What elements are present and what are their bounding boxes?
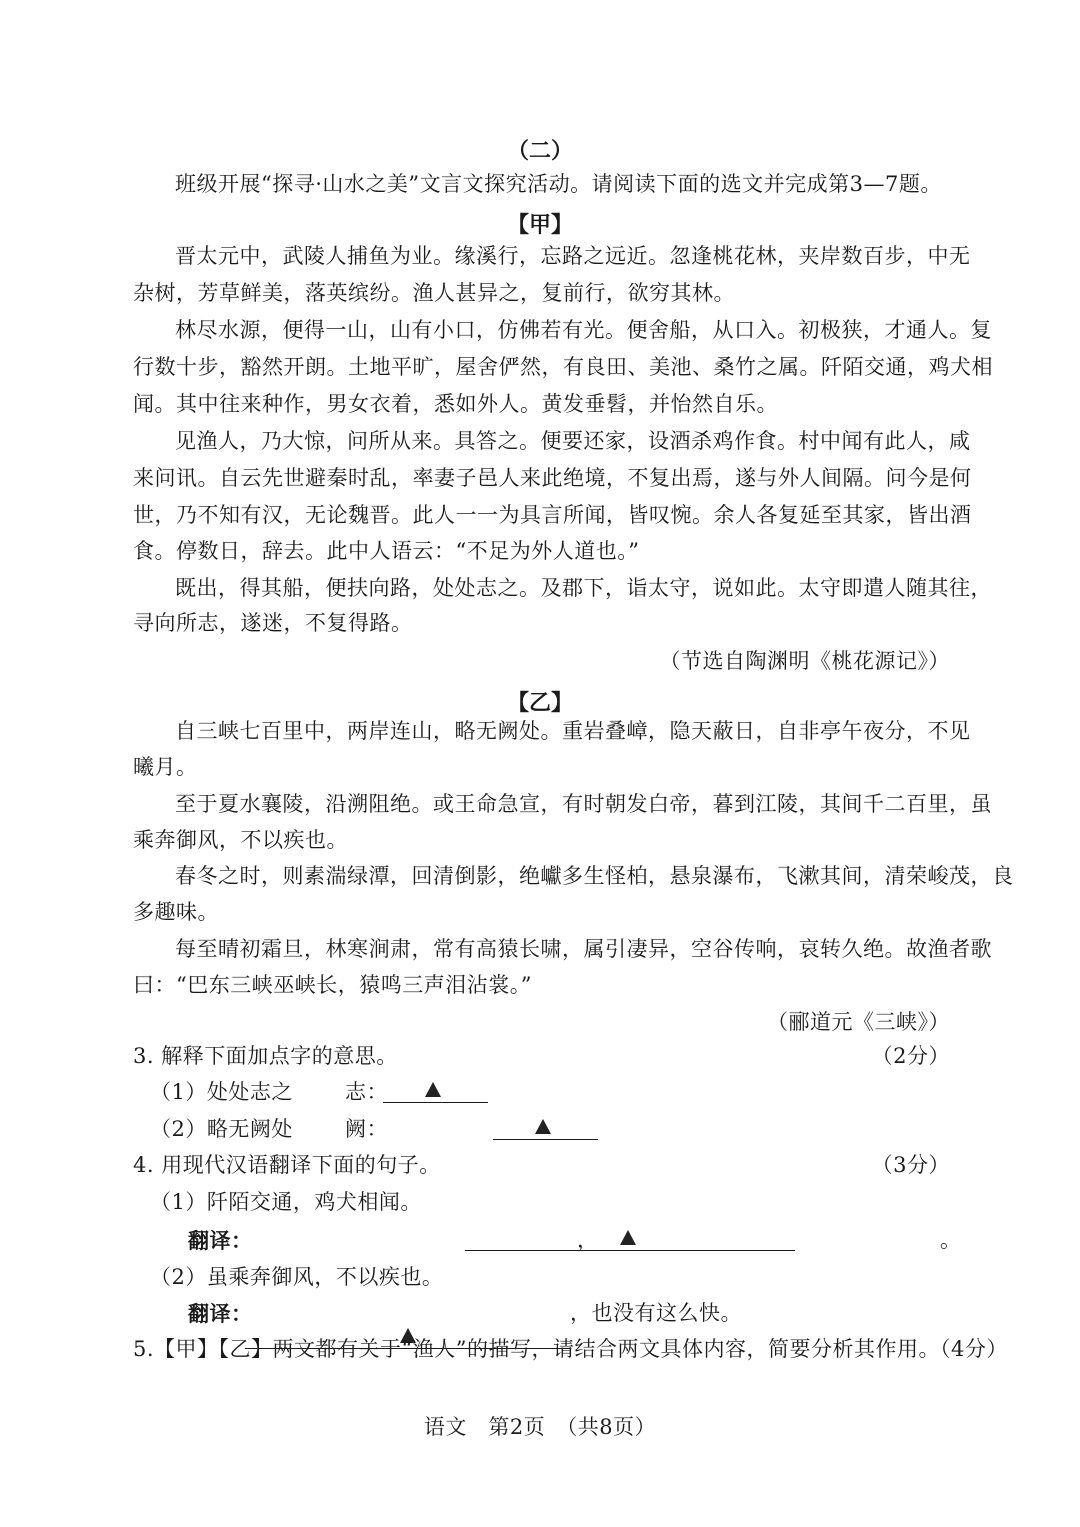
jia-line: 闻。其中往来种作，男女衣着，悉如外人。黄发垂髫，并怡然自乐。 <box>133 392 778 416</box>
q3-answer-blank-1[interactable] <box>383 1082 488 1103</box>
yi-line: 至于夏水襄陵，沿溯阻绝。或王命急宣，有时朝发白帝，暮到江陵，其间千二百里，虽 <box>175 792 992 816</box>
q3-answer-blank-2[interactable] <box>493 1119 598 1140</box>
q4-sentence-1: （1）阡陌交通，鸡犬相闻。 <box>150 1190 422 1214</box>
q3-item-1-word: 志： <box>345 1080 388 1104</box>
q3-item-1-label: （1）处处志之 <box>150 1080 293 1104</box>
q4-answer-blank-1a[interactable] <box>465 1230 795 1251</box>
q3-prompt: 3. 解释下面加点字的意思。 <box>133 1044 398 1068</box>
yi-line: 乘奔御风，不以疾也。 <box>133 828 348 852</box>
jia-line: 寻向所志，遂迷，不复得路。 <box>133 611 413 635</box>
q4-translate-label-1: 翻译： <box>188 1228 253 1253</box>
q4-sentence-2: （2）虽乘奔御风，不以疾也。 <box>150 1265 444 1289</box>
yi-line: 每至晴初霜旦，林寒涧肃，常有高猿长啸，属引凄异，空谷传响，哀转久绝。故渔者歌 <box>175 937 992 961</box>
passage-jia-label: 【甲】 <box>506 212 573 238</box>
q4-tail: ，也没有这么快。 <box>570 1301 742 1325</box>
jia-line: 晋太元中，武陵人捕鱼为业。缘溪行，忘路之远近。忽逢桃花林，夹岸数百步，中无 <box>175 244 971 268</box>
yi-line: 曦月。 <box>133 755 198 779</box>
jia-line: 世，乃不知有汉，无论魏晋。此人一一为具言所闻，皆叹惋。余人各复延至其家，皆出酒 <box>133 503 972 527</box>
yi-source: （郦道元《三峡》） <box>767 1010 950 1034</box>
q3-score: （2分） <box>871 1044 950 1068</box>
intro-text: 班级开展“探寻·山水之美”文言文探究活动。请阅读下面的选文并完成第3—7题。 <box>175 172 942 196</box>
page-footer: 语文 第2页 （共8页） <box>423 1415 657 1439</box>
yi-line: 多趣味。 <box>133 900 219 924</box>
q4-score: （3分） <box>871 1153 950 1177</box>
q4-prompt: 4. 用现代汉语翻译下面的句子。 <box>133 1153 441 1177</box>
q4-period: 。 <box>940 1228 962 1252</box>
yi-line: 自三峡七百里中，两岸连山，略无阙处。重岩叠嶂，隐天蔽日，自非亭午夜分，不见 <box>175 719 971 743</box>
jia-line: 食。停数日，辞去。此中人语云：“不足为外人道也。” <box>133 539 640 563</box>
yi-line: 春冬之时，则素湍绿潭，回清倒影，绝巘多生怪柏，悬泉瀑布，飞漱其间，清荣峻茂，良 <box>175 864 1014 888</box>
q5-prompt: 5.【甲】【乙】两文都有关于“渔人”的描写，请结合两文具体内容，简要分析其作用。（4分） <box>133 1337 1008 1361</box>
jia-source: （节选自陶渊明《桃花源记》） <box>659 649 950 673</box>
yi-line: 曰：“巴东三峡巫峡长，猿鸣三声泪沾裳。” <box>133 973 532 997</box>
jia-line: 来问讯。自云先世避秦时乱，率妻子邑人来此绝境，不复出焉，遂与外人间隔。问今是何 <box>133 466 972 490</box>
q4-translate-label-2: 翻译： <box>188 1301 253 1326</box>
jia-line: 杂树，芳草鲜美，落英缤纷。渔人甚异之，复前行，欲穷其林。 <box>133 281 735 305</box>
q4-comma: ， <box>577 1228 599 1252</box>
jia-line: 见渔人，乃大惊，问所从来。具答之。便要还家，设酒杀鸡作食。村中闻有此人，咸 <box>175 429 971 453</box>
jia-line: 既出，得其船，便扶向路，处处志之。及郡下，诣太守，说如此。太守即遣人随其往， <box>175 576 992 600</box>
q3-item-2-label: （2）略无阙处 <box>150 1117 293 1141</box>
jia-line: 行数十步，豁然开朗。土地平旷，屋舍俨然，有良田、美池、桑竹之属。阡陌交通，鸡犬相 <box>133 355 993 379</box>
passage-yi-label: 【乙】 <box>506 690 573 716</box>
jia-line: 林尽水源，便得一山，山有小口，仿佛若有光。便舍船，从口入。初极狭，才通人。复 <box>175 318 992 342</box>
answer-triangle-icon <box>535 1119 551 1134</box>
q3-item-2-word: 阙： <box>345 1117 388 1141</box>
answer-triangle-icon <box>620 1230 636 1245</box>
section-title: （二） <box>506 138 573 164</box>
answer-triangle-icon <box>425 1082 441 1097</box>
